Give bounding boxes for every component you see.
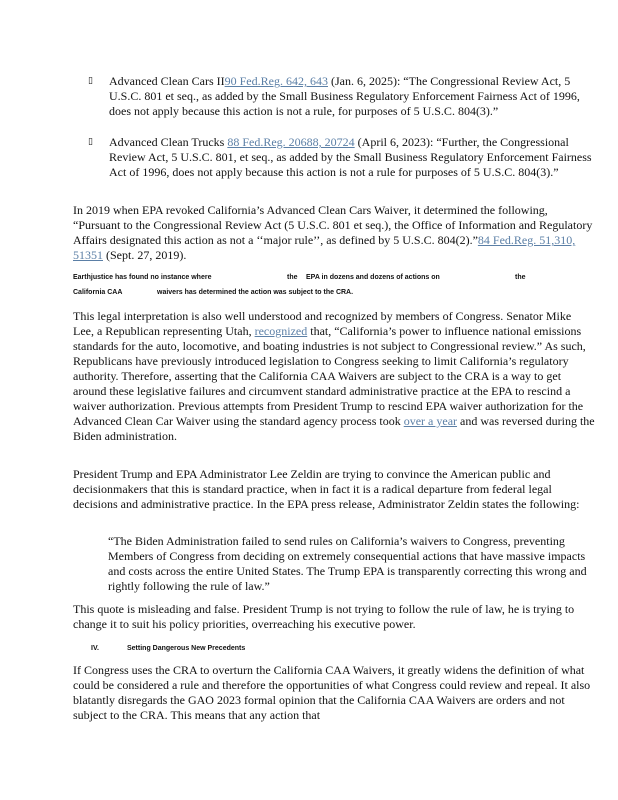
paragraph-congress-cra: If Congress uses the CRA to overturn the California CAA Waivers, it greatly widens the definition of what could be considered a rule and therefore the opportunities of what Congress could review and repeal. It also blatantly disregards the GAO 2023 formal opinion that the California CAA Waivers are orders and not subject to the CRA. This means that any action that xyxy=(73,663,591,722)
paragraph-legal-interpretation: This legal interpretation is also well understood and recognized by members of Congress. Senator Mike Lee, a Republican representing Utah, recognized that, “California’s power to influence national emissions standards for the auto, locomotive, and boating industries is not subject to Congressional review.” As such, Republicans have previously introduced legislation to Congress seeking to limit California’s regulatory authority. Therefore, asserting that the California CAA Waivers are subject to the CRA is a way to get around these legislative failures and circumvent standard administrative practice at the EPA to rescind a waiver authorization. Previous attempts from President Trump to rescind EPA waiver authorization for the Advanced Clean Car Waiver using the standard agency process took over a year and was reversed during the Biden administration. xyxy=(73,309,595,443)
over-a-year-link[interactable]: over a year xyxy=(403,414,458,428)
zeldin-quote: “The Biden Administration failed to send rules on California’s waivers to Congress, preventing Members of Congress from deciding on extremely consequential actions that have massive impacts and costs across the entire United States. The Trump EPA is transparently correcting this wrong and rightly following the rule of law.” xyxy=(108,534,587,593)
recognized-link[interactable]: recognized xyxy=(254,324,308,338)
document-page: ▯ Advanced Clean Cars II90 Fed.Reg. 642, 643 (Jan. 6, 2025): “The Congressional Review Act, 5 U.S.C. 801 et seq., as added by the Small Business Regulatory Enforcement Fairness Act of 1996, does not apply because this action is not a rule, for purposes of 5 U.S.C. 804(3).” ▯ Advanced Clean Trucks 88 Fed.Reg. 20688, 20724 (April 6, 2023): “Further, the Congressional Review Act, 5 U.S.C. 801, et seq., as added by the Small Business Regulatory Enforcement Fairness Act of 1996, does not apply because this action is not a rule for purposes of 5 U.S.C. 804(3).” In 2019 when EPA revoked California’s Advanced Clean Cars Waiver, it determined the following, “Pursuant to the Congressional Review Act (5 U.S.C. 801 et seq.), the Office of Information and Regulatory Affairs designated this action as not a ‘‘major rule’’, as defined by 5 U.S.C. 804(2).”84 Fed.Reg. 51,310, 51351 (Sept. 27, 2019). Earthjustice has found no instance where the EPA in dozens and dozens of actions on the California CAA waivers has determined the action was subject to the CRA. This legal interpretation is also well understood and recognized by members of Congress. Senator Mike Lee, a Republican representing Utah, recognized that, “California’s power to influence national emissions standards for the auto, locomotive, and boating industries is not subject to Congressional review.” As such, Republicans have previously introduced legislation to Congress seeking to limit California’s regulatory authority. Therefore, asserting that the California CAA Waivers are subject to the CRA is a way to get around these legislative failures and circumvent standard administrative practice at the EPA to rescind a waiver authorization. Previous attempts from President Trump to rescind EPA waiver authorization for the Advanced Clean Car Waiver using the standard agency process took over a year and was reversed during the Biden administration. President Trump and EPA Administrator Lee Zeldin are trying to convince the American public and decisionmakers that this is standard practice, when in fact it is a radical departure from federal legal decisions and administrative practice. In the EPA press release, Administrator Zeldin states the following: “The Biden Administration failed to send rules on California’s waivers to Congress, preventing Members of Congress from deciding on extremely consequential actions that have massive impacts and costs across the entire United States. The Trump EPA is transparently correcting this wrong and rightly following the rule of law.” This quote is misleading and false. President Trump is not trying to follow the rule of law, he is trying to change it to suit his policy priorities, overreaching his executive power. IV. Setting Dangerous New Precedents If Congress uses the CRA to overturn the California CAA Waivers, it greatly widens the definition of what could be considered a rule and therefore the opportunities of what Congress could review and repeal. It also blatantly disregards the GAO 2023 formal opinion that the California CAA Waivers are orders and not subject to the CRA. This means that any action that xyxy=(73,74,595,722)
bullet-glyph-icon: ▯ xyxy=(88,76,93,86)
fed-reg-90-link[interactable]: 90 Fed.Reg. 642, 643 xyxy=(224,74,328,88)
bullet-text: Advanced Clean Cars II90 Fed.Reg. 642, 643 (Jan. 6, 2025): “The Congressional Review Act, 5 U.S.C. 801 et seq., as added by the Small Business Regulatory Enforcement Fairness Act of 1996, does not apply because this action is not a rule, for purposes of 5 U.S.C. 804(3).” xyxy=(109,74,580,118)
paragraph-2019-revocation: In 2019 when EPA revoked California’s Advanced Clean Cars Waiver, it determined the following, “Pursuant to the Congressional Review Act (5 U.S.C. 801 et seq.), the Office of Information and Regulatory Affairs designated this action as not a ‘‘major rule’’, as defined by 5 U.S.C. 804(2).”84 Fed.Reg. 51,310, 51351 (Sept. 27, 2019). xyxy=(73,203,593,262)
section-heading: Setting Dangerous New Precedents xyxy=(127,645,246,652)
paragraph-misleading: This quote is misleading and false. President Trump is not trying to follow the rule of law, he is trying to change it to suit his policy priorities, overreaching his executive power. xyxy=(73,602,575,631)
bullet-glyph-icon: ▯ xyxy=(88,137,93,147)
bullet-text: Advanced Clean Trucks 88 Fed.Reg. 20688, 20724 (April 6, 2023): “Further, the Congressional Review Act, 5 U.S.C. 801, et seq., as added by the Small Business Regulatory Enforcement Fairness Act of 1996, does not apply because this action is not a rule for purposes of 5 U.S.C. 804(3).” xyxy=(109,135,592,179)
section-number: IV. xyxy=(91,645,99,652)
fed-reg-84-link[interactable]: 84 Fed.Reg. 51,310, 51351 xyxy=(73,233,576,262)
fed-reg-88-link[interactable]: 88 Fed.Reg. 20688, 20724 xyxy=(227,135,355,149)
paragraph-trump-zeldin: President Trump and EPA Administrator Lee Zeldin are trying to convince the American public and decisionmakers that this is standard practice, when in fact it is a radical departure from federal legal decisions and administrative practice. In the EPA press release, Administrator Zeldin states the following: xyxy=(73,467,580,511)
